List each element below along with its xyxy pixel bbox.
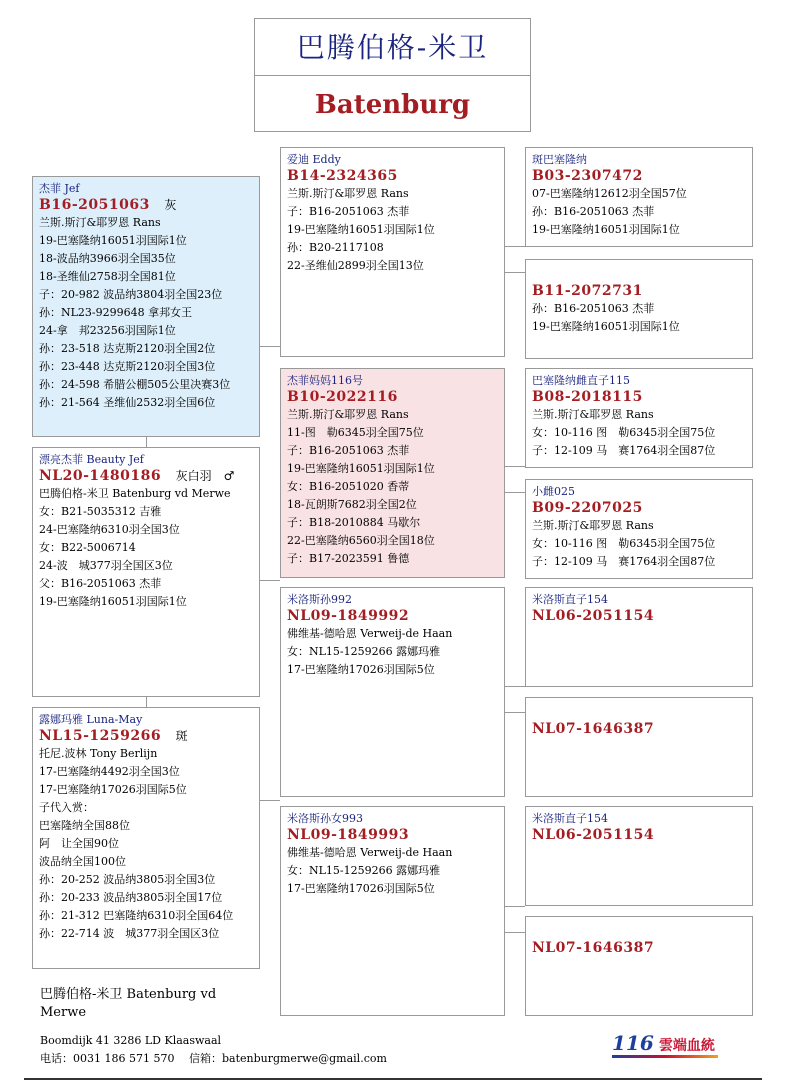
detail-line: 孙：24-598 希腊公棚505公里决赛3位 xyxy=(39,378,231,391)
pedigree-card-granddam-paternal xyxy=(280,368,505,578)
ring-number xyxy=(39,727,253,745)
detail-line: 24-巴塞隆纳6310羽全国3位 xyxy=(39,523,180,536)
bird-name: 漂亮杰菲 Beauty Jef xyxy=(39,453,144,466)
pedigree-card-sire xyxy=(32,447,260,697)
bird-details xyxy=(39,745,253,943)
detail-line: 子：B16-2051063 杰菲 xyxy=(287,444,410,457)
ring-number xyxy=(39,196,253,214)
detail-line: 24-拿 邦23256羽国际1位 xyxy=(39,324,176,337)
title-chinese: 巴腾伯格-米卫 xyxy=(255,19,530,76)
pedigree-card-ggd-2 xyxy=(525,479,753,579)
ring-code: B16-2051063 xyxy=(39,197,150,213)
detail-line: 19-巴塞隆纳16051羽国际1位 xyxy=(287,223,435,236)
breeder-name: 巴腾伯格-米卫 Batenburg vd Merwe xyxy=(40,987,217,1020)
detail-line: 兰斯.斯汀&耶罗恩 Rans xyxy=(287,408,409,421)
bird-name: 露娜玛雅 Luna-May xyxy=(39,713,143,726)
pedigree-card-ggs-3 xyxy=(525,587,753,687)
detail-line: 孙：21-312 巴塞隆纳6310羽全国64位 xyxy=(39,909,234,922)
detail-line: 子：12-109 马 赛1764羽全国87位 xyxy=(532,444,716,457)
cloud-pedigree-logo xyxy=(612,1031,722,1057)
bird-color: 斑 xyxy=(175,729,188,743)
pedigree-card-ggs-2 xyxy=(525,368,753,468)
bird-details xyxy=(39,214,253,412)
ring-code: NL20-1480186 xyxy=(39,468,162,484)
detail-line: 孙：22-714 波 城377羽全国区3位 xyxy=(39,927,220,940)
detail-line: 19-巴塞隆纳16051羽国际1位 xyxy=(39,234,187,247)
detail-line: 子：B18-2010884 马歇尔 xyxy=(287,516,421,529)
detail-line: 19-巴塞隆纳16051羽国际1位 xyxy=(287,462,435,475)
footer-divider xyxy=(24,1078,762,1080)
ring-code: NL15-1259266 xyxy=(39,728,162,744)
connector-g2d2 xyxy=(505,932,525,933)
detail-line: 佛维基-德哈恩 Verweij-de Haan xyxy=(287,846,453,859)
bird-details xyxy=(39,485,253,611)
detail-line: 19-巴塞隆纳16051羽国际1位 xyxy=(532,320,680,333)
detail-line: 女：B21-5035312 吉雅 xyxy=(39,505,162,518)
logo-number: 116 xyxy=(612,1031,654,1055)
detail-line: 兰斯.斯汀&耶罗恩 Rans xyxy=(39,216,161,229)
detail-line: 阿 让全国90位 xyxy=(39,837,119,850)
connector-g2c xyxy=(505,686,525,687)
pedigree-card-subject xyxy=(32,176,260,437)
detail-line: 22-圣维仙2899羽全国13位 xyxy=(287,259,424,272)
bird-name: 爱迪 Eddy xyxy=(287,153,341,166)
detail-line: 19-巴塞隆纳16051羽国际1位 xyxy=(532,223,680,236)
title-english: Batenburg xyxy=(314,90,471,120)
connector-subject-sire xyxy=(146,437,147,447)
detail-line: 18-圣维仙2758羽全国81位 xyxy=(39,270,176,283)
ring-number xyxy=(39,467,253,485)
connector-subject-gen2 xyxy=(260,346,280,347)
connector-sire-gen2 xyxy=(260,580,280,581)
bird-name: 巴塞隆纳雌直子115 xyxy=(532,374,630,387)
bird-name: 小雌025 xyxy=(532,485,575,498)
bird-name: 米洛斯孙女993 xyxy=(287,812,363,825)
detail-line: 22-巴塞隆纳6560羽全国18位 xyxy=(287,534,435,547)
logo-text: 雲端血統 xyxy=(658,1038,715,1054)
bird-name: 米洛斯直子154 xyxy=(532,593,608,606)
breeder-phone-email: 电话：0031 186 571 570 信箱：batenburgmerwe@gmail.com xyxy=(40,1052,387,1065)
detail-line: 17-巴塞隆纳17026羽国际5位 xyxy=(287,663,435,676)
detail-line: 子：20-982 波品纳3804羽全国23位 xyxy=(39,288,223,301)
ring-number: NL07-1646387 xyxy=(532,721,655,737)
detail-line: 托尼.波林 Tony Berlijn xyxy=(39,747,158,760)
pedigree-card-granddam-maternal xyxy=(280,806,505,1016)
connector-g2b2 xyxy=(505,492,525,493)
ring-number: NL06-2051154 xyxy=(532,827,655,843)
detail-line: 佛维基-德哈恩 Verweij-de Haan xyxy=(287,627,453,640)
ring-number: B14-2324365 xyxy=(287,168,398,184)
bird-name: 斑巴塞隆纳 xyxy=(532,153,587,166)
ring-number: NL09-1849993 xyxy=(287,827,410,843)
breeder-address: Boomdijk 41 3286 LD Klaaswaal xyxy=(40,1034,222,1047)
breeder-contact xyxy=(40,1032,387,1068)
detail-line: 18-瓦朗斯7682羽全国2位 xyxy=(287,498,417,511)
ring-number: NL06-2051154 xyxy=(532,608,655,624)
detail-line: 孙：23-518 达克斯2120羽全国2位 xyxy=(39,342,216,355)
detail-line: 女：10-116 图 勒6345羽全国75位 xyxy=(532,426,716,439)
detail-line: 兰斯.斯汀&耶罗恩 Rans xyxy=(532,519,654,532)
bird-color: 灰白羽 ♂ xyxy=(175,469,235,483)
detail-line: 巴塞隆纳全国88位 xyxy=(39,819,130,832)
bird-name: 杰菲妈妈116号 xyxy=(287,374,363,387)
pedigree-card-grandsire-paternal xyxy=(280,147,505,357)
detail-line: 孙：20-252 波品纳3805羽全国3位 xyxy=(39,873,216,886)
detail-line: 孙：B16-2051063 杰菲 xyxy=(532,302,655,315)
detail-line: 17-巴塞隆纳4492羽全国3位 xyxy=(39,765,180,778)
connector-g2c2 xyxy=(505,712,525,713)
detail-line: 女：B22-5006714 xyxy=(39,541,136,554)
detail-line: 孙：21-564 圣维仙2532羽全国6位 xyxy=(39,396,216,409)
ring-number: B10-2022116 xyxy=(287,389,398,405)
connector-g2a xyxy=(505,246,525,247)
detail-line: 巴腾伯格-米卫 Batenburg vd Merwe xyxy=(39,487,231,500)
detail-line: 子：B17-2023591 鲁德 xyxy=(287,552,410,565)
detail-line: 17-巴塞隆纳17026羽国际5位 xyxy=(287,882,435,895)
detail-line: 波品纳全国100位 xyxy=(39,855,126,868)
detail-line: 子：12-109 马 赛1764羽全国87位 xyxy=(532,555,716,568)
detail-line: 女：10-116 图 勒6345羽全国75位 xyxy=(532,537,716,550)
detail-line: 孙：B20-2117108 xyxy=(287,241,384,254)
connector-sire-dam xyxy=(146,697,147,707)
ring-number: B11-2072731 xyxy=(532,283,643,299)
bird-name: 米洛斯直子154 xyxy=(532,812,608,825)
pedigree-card-ggd-1 xyxy=(525,259,753,359)
bird-name: 米洛斯孙992 xyxy=(287,593,352,606)
detail-line: 兰斯.斯汀&耶罗恩 Rans xyxy=(532,408,654,421)
pedigree-card-ggd-4 xyxy=(525,916,753,1016)
ring-number: B03-2307472 xyxy=(532,168,643,184)
detail-line: 24-波 城377羽全国区3位 xyxy=(39,559,173,572)
pedigree-card-ggs-1 xyxy=(525,147,753,247)
bird-name: 杰菲 Jef xyxy=(39,182,80,195)
detail-line: 孙：23-448 达克斯2120羽全国3位 xyxy=(39,360,216,373)
logo-underline xyxy=(612,1055,718,1058)
pedigree-card-ggs-4 xyxy=(525,806,753,906)
pedigree-card-dam xyxy=(32,707,260,969)
title-box xyxy=(254,18,531,132)
ring-number: NL09-1849992 xyxy=(287,608,410,624)
detail-line: 子代入赏： xyxy=(39,801,94,814)
ring-number: B09-2207025 xyxy=(532,500,643,516)
pedigree-card-grandsire-maternal xyxy=(280,587,505,797)
detail-line: 女：NL15-1259266 露娜玛雅 xyxy=(287,645,441,658)
detail-line: 07-巴塞隆纳12612羽全国57位 xyxy=(532,187,687,200)
detail-line: 女：NL15-1259266 露娜玛雅 xyxy=(287,864,441,877)
connector-g2d xyxy=(505,906,525,907)
detail-line: 女：B16-2051020 香蒂 xyxy=(287,480,410,493)
detail-line: 17-巴塞隆纳17026羽国际5位 xyxy=(39,783,187,796)
ring-number: B08-2018115 xyxy=(532,389,643,405)
pedigree-card-ggd-3 xyxy=(525,697,753,797)
detail-line: 兰斯.斯汀&耶罗恩 Rans xyxy=(287,187,409,200)
bird-color: 灰 xyxy=(164,198,177,212)
ring-number: NL07-1646387 xyxy=(532,940,655,956)
detail-line: 孙：20-233 波品纳3805羽全国17位 xyxy=(39,891,223,904)
detail-line: 19-巴塞隆纳16051羽国际1位 xyxy=(39,595,187,608)
connector-g2a2 xyxy=(505,272,525,273)
connector-dam-gen2 xyxy=(260,800,280,801)
detail-line: 孙：B16-2051063 杰菲 xyxy=(532,205,655,218)
connector-g2b xyxy=(505,466,525,467)
detail-line: 11-图 勒6345羽全国75位 xyxy=(287,426,424,439)
detail-line: 18-波品纳3966羽全国35位 xyxy=(39,252,176,265)
detail-line: 父：B16-2051063 杰菲 xyxy=(39,577,162,590)
detail-line: 子：B16-2051063 杰菲 xyxy=(287,205,410,218)
detail-line: 孙：NL23-9299648 拿邦女王 xyxy=(39,306,193,319)
